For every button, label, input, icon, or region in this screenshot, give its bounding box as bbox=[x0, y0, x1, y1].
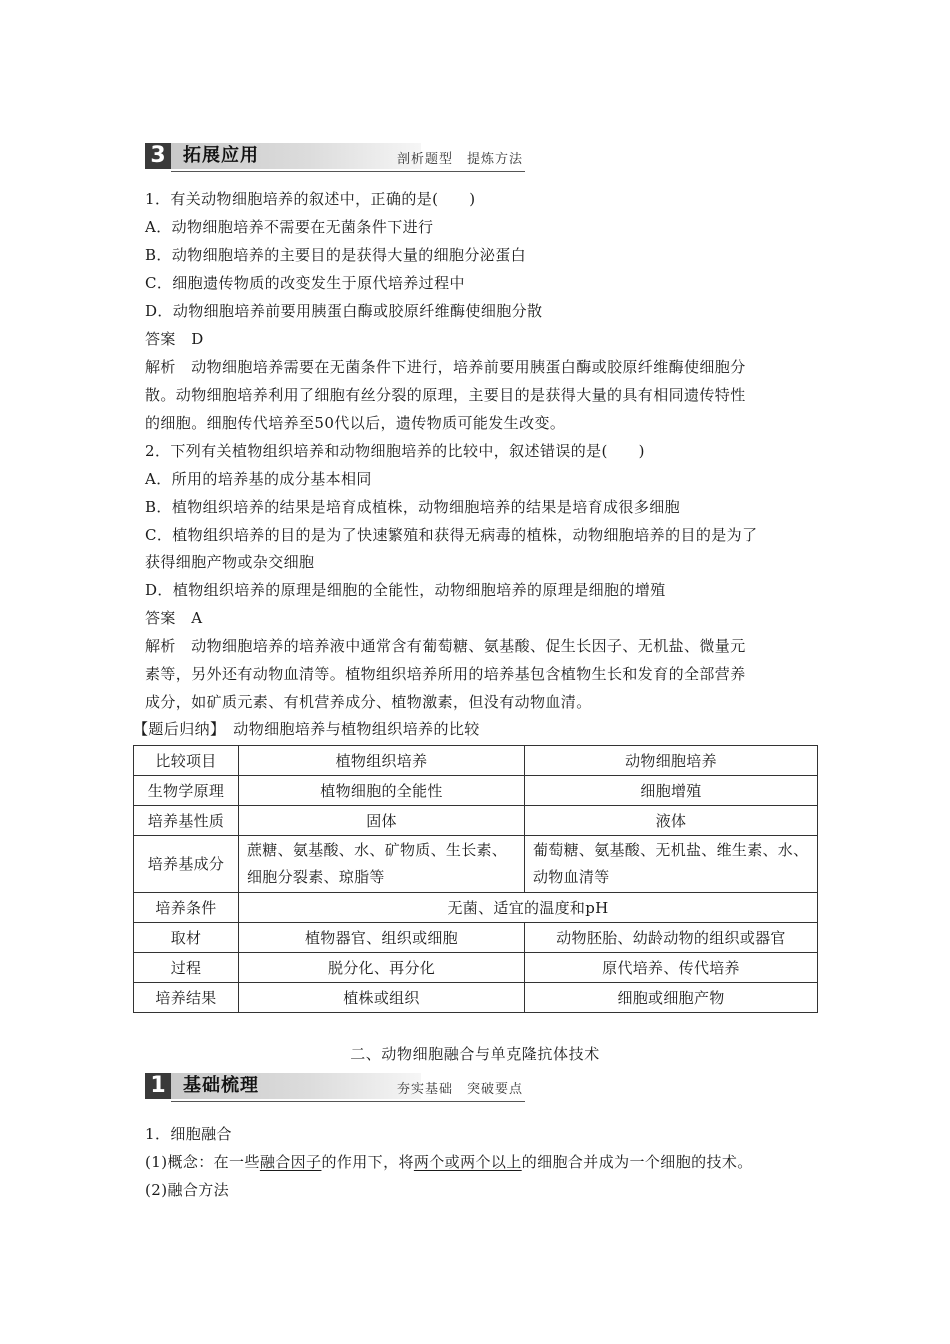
table-row bbox=[134, 923, 818, 953]
table-cell: 过程 bbox=[134, 953, 239, 983]
table-header-cell: 比较项目 bbox=[134, 746, 239, 776]
section-title: 拓展应用 bbox=[183, 145, 259, 166]
section-title: 基础梳理 bbox=[183, 1075, 259, 1096]
table-row bbox=[134, 776, 818, 806]
table-cell: 蔗糖、氨基酸、水、矿物质、生长素、细胞分裂素、琼脂等 bbox=[239, 836, 525, 893]
table-cell: 植物器官、组织或细胞 bbox=[239, 923, 525, 953]
table-cell: 生物学原理 bbox=[134, 776, 239, 806]
table-cell: 培养基性质 bbox=[134, 806, 239, 836]
section-number-badge: 3 bbox=[145, 143, 171, 169]
table-header-cell: 动物细胞培养 bbox=[525, 746, 818, 776]
table-cell: 脱分化、再分化 bbox=[239, 953, 525, 983]
section-rule bbox=[171, 171, 525, 172]
question-2-analysis-line-2: 素等，另外还有动物血清等。植物组织培养所用的培养基包含植物生长和发育的全部营养 bbox=[145, 665, 746, 683]
section-banner-expand bbox=[145, 143, 525, 169]
question-2-answer: 答案 A bbox=[145, 609, 203, 627]
table-cell: 细胞或细胞产物 bbox=[525, 983, 818, 1013]
section-rule bbox=[171, 1101, 525, 1102]
question-1-analysis-line-3: 的细胞。细胞传代培养至50代以后，遗传物质可能发生改变。 bbox=[145, 414, 566, 432]
question-1-analysis-line-2: 散。动物细胞培养利用了细胞有丝分裂的原理，主要目的是获得大量的具有相同遗传特性 bbox=[145, 386, 746, 404]
question-1-option-c: C．细胞遗传物质的改变发生于原代培养过程中 bbox=[145, 274, 465, 292]
summary-title: 【题后归纳】 动物细胞培养与植物组织培养的比较 bbox=[133, 720, 480, 738]
table-cell: 细胞增殖 bbox=[525, 776, 818, 806]
fusion-title: 1．细胞融合 bbox=[145, 1125, 232, 1143]
table-row bbox=[134, 983, 818, 1013]
fusion-concept bbox=[145, 1152, 753, 1172]
section-subtitle: 剖析题型 提炼方法 bbox=[396, 152, 523, 167]
table-cell-merged: 无菌、适宜的温度和pH bbox=[239, 893, 818, 923]
fusion-blank-factor: 融合因子 bbox=[259, 1153, 322, 1171]
question-2-analysis-line-1: 解析 动物细胞培养的培养液中通常含有葡萄糖、氨基酸、促生长因子、无机盐、微量元 bbox=[145, 637, 746, 655]
table-cell: 培养条件 bbox=[134, 893, 239, 923]
question-1-option-d: D．动物细胞培养前要用胰蛋白酶或胶原纤维酶使细胞分散 bbox=[145, 302, 543, 320]
fusion-concept-prefix: (1)概念：在一些 bbox=[145, 1153, 260, 1171]
fusion-concept-suffix: 的细胞合并成为一个细胞的技术。 bbox=[521, 1153, 753, 1171]
table-header-row bbox=[134, 746, 818, 776]
table-cell: 葡萄糖、氨基酸、无机盐、维生素、水、动物血清等 bbox=[525, 836, 818, 893]
section-subtitle: 夯实基础 突破要点 bbox=[396, 1082, 523, 1097]
fusion-concept-mid: 的作用下，将 bbox=[321, 1153, 414, 1171]
table-header-cell: 植物组织培养 bbox=[239, 746, 525, 776]
question-1-stem: 1．有关动物细胞培养的叙述中，正确的是( ) bbox=[145, 190, 476, 208]
question-2-stem: 2．下列有关植物组织培养和动物细胞培养的比较中，叙述错误的是( ) bbox=[145, 442, 645, 460]
table-row bbox=[134, 836, 818, 893]
question-1-answer: 答案 D bbox=[145, 330, 204, 348]
question-2-option-c-cont: 获得细胞产物或杂交细胞 bbox=[145, 553, 315, 571]
table-cell: 动物胚胎、幼龄动物的组织或器官 bbox=[525, 923, 818, 953]
table-cell: 取材 bbox=[134, 923, 239, 953]
question-2-option-d: D．植物组织培养的原理是细胞的全能性，动物细胞培养的原理是细胞的增殖 bbox=[145, 581, 666, 599]
question-2-option-c: C．植物组织培养的目的是为了快速繁殖和获得无病毒的植株，动物细胞培养的目的是为了 bbox=[145, 526, 758, 544]
table-row bbox=[134, 953, 818, 983]
question-2-analysis-line-3: 成分，如矿质元素、有机营养成分、植物激素，但没有动物血清。 bbox=[145, 693, 592, 711]
section-banner-basics bbox=[145, 1073, 525, 1099]
table-cell: 固体 bbox=[239, 806, 525, 836]
table-cell: 植物细胞的全能性 bbox=[239, 776, 525, 806]
table-cell: 液体 bbox=[525, 806, 818, 836]
comparison-table bbox=[133, 745, 818, 1013]
question-1-option-b: B．动物细胞培养的主要目的是获得大量的细胞分泌蛋白 bbox=[145, 246, 527, 264]
fusion-blank-count: 两个或两个以上 bbox=[413, 1153, 522, 1171]
table-cell: 培养基成分 bbox=[134, 836, 239, 893]
question-1-option-a: A．动物细胞培养不需要在无菌条件下进行 bbox=[145, 218, 434, 236]
section-number-badge: 1 bbox=[145, 1073, 171, 1099]
table-cell: 原代培养、传代培养 bbox=[525, 953, 818, 983]
table-cell: 培养结果 bbox=[134, 983, 239, 1013]
table-cell: 植株或组织 bbox=[239, 983, 525, 1013]
part-2-heading: 二、动物细胞融合与单克隆抗体技术 bbox=[350, 1045, 600, 1063]
question-2-option-b: B．植物组织培养的结果是培育成植株，动物细胞培养的结果是培育成很多细胞 bbox=[145, 498, 681, 516]
table-row bbox=[134, 806, 818, 836]
question-2-option-a: A．所用的培养基的成分基本相同 bbox=[145, 470, 372, 488]
question-1-analysis-line-1: 解析 动物细胞培养需要在无菌条件下进行，培养前要用胰蛋白酶或胶原纤维酶使细胞分 bbox=[145, 358, 746, 376]
table-row bbox=[134, 893, 818, 923]
fusion-method: (2)融合方法 bbox=[145, 1181, 230, 1199]
